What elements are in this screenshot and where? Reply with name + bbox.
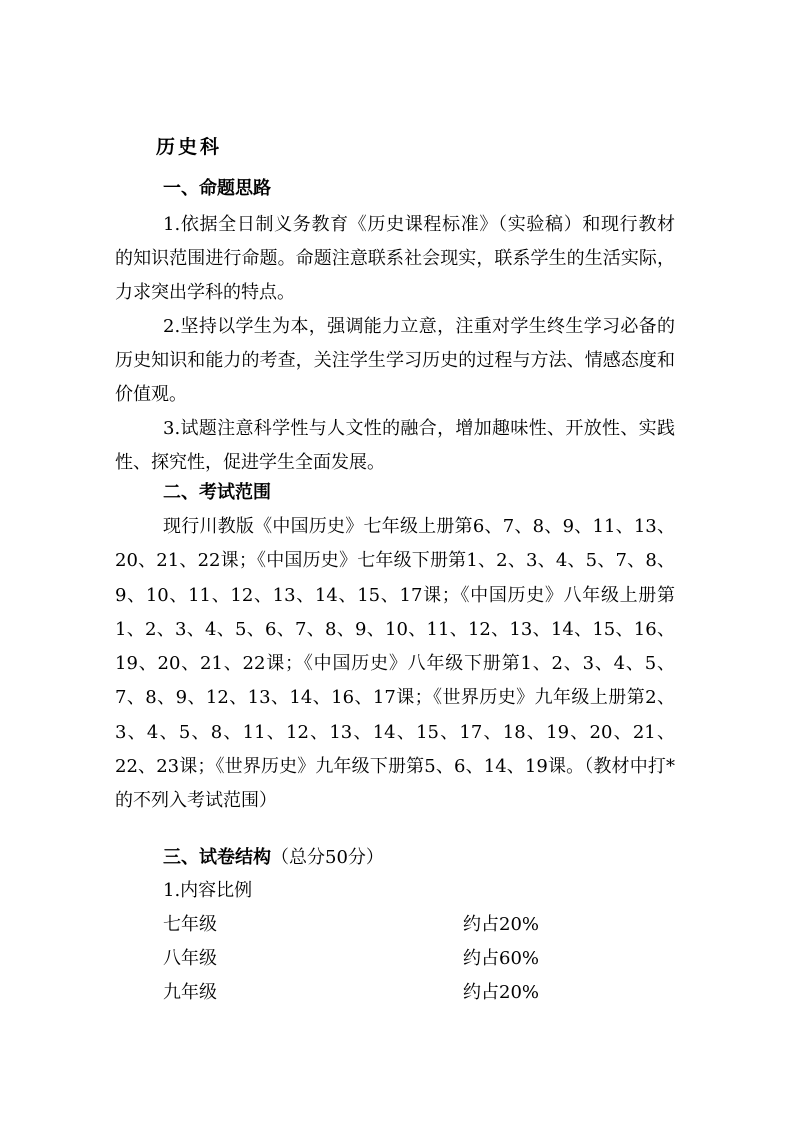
- proportion-row: [163, 944, 583, 974]
- section-heading-proposition-approach: 一、命题思路: [163, 178, 271, 199]
- proportion-ratio: 约占20%: [463, 982, 540, 1003]
- section-heading-exam-scope: 二、考试范围: [163, 482, 271, 503]
- proportion-ratio: 约占20%: [463, 914, 540, 935]
- proportion-grade: 八年级: [163, 948, 217, 969]
- paragraph-scientific-humanistic: 3.试题注意科学性与人文性的融合，增加趣味性、开放性、实践性、探究性，促进学生全面发展。: [115, 418, 675, 473]
- subheading-content-proportion: 1.内容比例: [163, 880, 253, 901]
- paragraph-exam-scope: 现行川教版《中国历史》七年级上册第6、7、8、9、11、13、20、21、22课；《中国历史》七年级下册第1、2、3、4、5、7、8、9、10、11、12、13、14、15、17课；《中国历史》八年级上册第1、2、3、4、5、6、7、8、9、10、11、12、13、14、15、16、19、20、21、22课；《中国历史》八年级下册第1、2、3、4、5、7、8、9、12、13、14、16、17课；《世界历史》九年级上册第2、3、4、5、8、11、12、13、14、15、17、18、19、20、21、22、23课；《世界历史》九年级下册第5、6、14、19课。（教材中打*的不列入考试范围）: [115, 516, 675, 812]
- proportion-grade: 七年级: [163, 914, 217, 935]
- paragraph-student-centered: 2.坚持以学生为本，强调能力立意，注重对学生终生学习必备的历史知识和能力的考查，关注学生学习历史的过程与方法、情感态度和价值观。: [115, 316, 675, 405]
- proportion-row: [163, 910, 583, 940]
- proportion-grade: 九年级: [163, 982, 217, 1003]
- paper-structure-title: 三、试卷结构: [163, 847, 271, 868]
- proportion-row: [163, 978, 583, 1008]
- section-heading-paper-structure: [163, 843, 384, 873]
- proportion-ratio: 约占60%: [463, 948, 540, 969]
- subject-title: 历史科: [156, 136, 223, 158]
- paragraph-proposition-basis: 1.依据全日制义务教育《历史课程标准》（实验稿）和现行教材的知识范围进行命题。命题注意联系社会现实，联系学生的生活实际，力求突出学科的特点。: [115, 214, 675, 303]
- total-score-note: （总分50分）: [271, 847, 384, 868]
